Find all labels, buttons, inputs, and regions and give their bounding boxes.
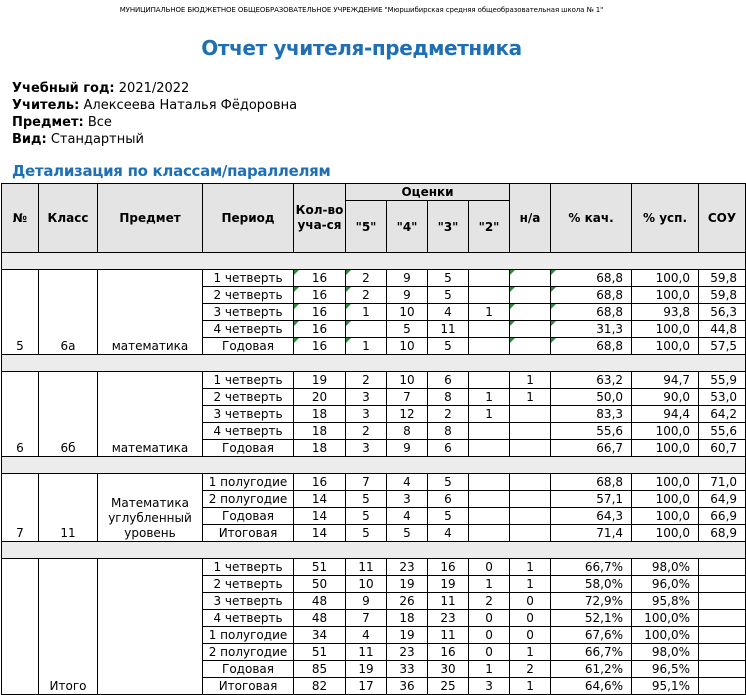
cell-success: 95,8% bbox=[632, 593, 699, 610]
cell-g5: 7 bbox=[346, 610, 387, 627]
cell-g3: 11 bbox=[428, 593, 469, 610]
cell-g3: 6 bbox=[428, 491, 469, 508]
cell-success: 100,0 bbox=[632, 525, 699, 542]
cell-g4: 26 bbox=[387, 593, 428, 610]
row-period: 2 четверть bbox=[203, 576, 294, 593]
row-period: 3 четверть bbox=[203, 304, 294, 321]
cell-count: 18 bbox=[294, 440, 346, 457]
cell-g3: 5 bbox=[428, 287, 469, 304]
meta-view-label: Вид: bbox=[12, 132, 47, 147]
col-quality: % кач. bbox=[551, 184, 632, 253]
cell-na bbox=[510, 338, 551, 355]
cell-g3: 19 bbox=[428, 576, 469, 593]
cell-success: 100,0 bbox=[632, 440, 699, 457]
cell-success: 100,0 bbox=[632, 491, 699, 508]
cell-g2: 0 bbox=[469, 644, 510, 661]
col-sou: СОУ bbox=[699, 184, 746, 253]
col-period: Период bbox=[203, 184, 294, 253]
cell-count: 48 bbox=[294, 610, 346, 627]
separator-cell bbox=[2, 355, 746, 372]
cell-na bbox=[510, 491, 551, 508]
cell-g2 bbox=[469, 525, 510, 542]
cell-g5: 17 bbox=[346, 678, 387, 695]
cell-sou: 66,9 bbox=[699, 508, 746, 525]
cell-sou: 55,6 bbox=[699, 423, 746, 440]
row-period: 4 четверть bbox=[203, 321, 294, 338]
cell-g5: 9 bbox=[346, 593, 387, 610]
meta-view-value: Стандартный bbox=[50, 132, 144, 147]
cell-g3: 6 bbox=[428, 440, 469, 457]
meta-subject bbox=[12, 114, 297, 131]
col-count: Кол-во уча-ся bbox=[294, 184, 346, 253]
cell-g3: 11 bbox=[428, 321, 469, 338]
separator-row bbox=[2, 355, 746, 372]
cell-count: 85 bbox=[294, 661, 346, 678]
cell-na bbox=[510, 423, 551, 440]
cell-quality: 68,8 bbox=[551, 304, 632, 321]
cell-g4: 5 bbox=[387, 321, 428, 338]
cell-count: 51 bbox=[294, 559, 346, 576]
cell-g4: 19 bbox=[387, 627, 428, 644]
cell-sou: 68,9 bbox=[699, 525, 746, 542]
cell-count: 18 bbox=[294, 406, 346, 423]
table-row bbox=[2, 559, 746, 576]
row-subject: Математика углубленный уровень bbox=[98, 474, 203, 542]
cell-g5: 2 bbox=[346, 287, 387, 304]
cell-na bbox=[510, 321, 551, 338]
row-subject: математика bbox=[98, 372, 203, 457]
cell-sou: 60,7 bbox=[699, 440, 746, 457]
cell-g4: 36 bbox=[387, 678, 428, 695]
cell-g4: 10 bbox=[387, 338, 428, 355]
page-title: Отчет учителя-предметника bbox=[201, 36, 522, 60]
cell-g5: 11 bbox=[346, 559, 387, 576]
cell-sou bbox=[699, 678, 746, 695]
cell-g2: 3 bbox=[469, 678, 510, 695]
row-class: 11 bbox=[39, 474, 98, 542]
col-grade-4: "4" bbox=[387, 201, 428, 253]
cell-na: 1 bbox=[510, 576, 551, 593]
cell-quality: 68,8 bbox=[551, 338, 632, 355]
cell-g3: 5 bbox=[428, 508, 469, 525]
cell-g5: 4 bbox=[346, 627, 387, 644]
row-period: Годовая bbox=[203, 338, 294, 355]
row-subject: математика bbox=[98, 270, 203, 355]
cell-count: 51 bbox=[294, 644, 346, 661]
cell-g2: 1 bbox=[469, 389, 510, 406]
cell-g2: 1 bbox=[469, 661, 510, 678]
cell-g4: 10 bbox=[387, 372, 428, 389]
cell-g5: 10 bbox=[346, 576, 387, 593]
cell-success: 90,0 bbox=[632, 389, 699, 406]
cell-g4: 4 bbox=[387, 474, 428, 491]
cell-na bbox=[510, 406, 551, 423]
cell-sou bbox=[699, 610, 746, 627]
cell-g4: 8 bbox=[387, 423, 428, 440]
cell-count: 14 bbox=[294, 491, 346, 508]
cell-sou: 64,2 bbox=[699, 406, 746, 423]
cell-quality: 52,1% bbox=[551, 610, 632, 627]
cell-g2 bbox=[469, 508, 510, 525]
cell-g2 bbox=[469, 440, 510, 457]
row-number: 7 bbox=[2, 474, 39, 542]
cell-g4: 9 bbox=[387, 440, 428, 457]
cell-g3: 4 bbox=[428, 304, 469, 321]
cell-g4: 19 bbox=[387, 576, 428, 593]
cell-success: 100,0 bbox=[632, 338, 699, 355]
col-success: % усп. bbox=[632, 184, 699, 253]
cell-g2 bbox=[469, 321, 510, 338]
row-class: 6б bbox=[39, 372, 98, 457]
cell-g4: 9 bbox=[387, 287, 428, 304]
cell-sou: 55,9 bbox=[699, 372, 746, 389]
cell-g3: 16 bbox=[428, 644, 469, 661]
cell-g2: 1 bbox=[469, 576, 510, 593]
meta-view bbox=[12, 131, 297, 148]
cell-quality: 68,8 bbox=[551, 287, 632, 304]
cell-g2 bbox=[469, 372, 510, 389]
cell-quality: 61,2% bbox=[551, 661, 632, 678]
cell-sou bbox=[699, 559, 746, 576]
cell-quality: 55,6 bbox=[551, 423, 632, 440]
cell-g5: 1 bbox=[346, 304, 387, 321]
cell-quality: 72,9% bbox=[551, 593, 632, 610]
cell-sou bbox=[699, 661, 746, 678]
separator-cell bbox=[2, 253, 746, 270]
meta-subject-label: Предмет: bbox=[12, 115, 84, 130]
cell-quality: 64,3 bbox=[551, 508, 632, 525]
meta-year bbox=[12, 80, 297, 97]
row-period: 2 полугодие bbox=[203, 644, 294, 661]
cell-quality: 57,1 bbox=[551, 491, 632, 508]
cell-sou: 57,5 bbox=[699, 338, 746, 355]
cell-count: 82 bbox=[294, 678, 346, 695]
cell-success: 100,0% bbox=[632, 610, 699, 627]
row-number bbox=[2, 559, 39, 695]
cell-success: 100,0 bbox=[632, 423, 699, 440]
row-period: 1 четверть bbox=[203, 270, 294, 287]
cell-quality: 68,8 bbox=[551, 474, 632, 491]
cell-count: 16 bbox=[294, 321, 346, 338]
cell-quality: 83,3 bbox=[551, 406, 632, 423]
cell-count: 16 bbox=[294, 338, 346, 355]
cell-count: 16 bbox=[294, 474, 346, 491]
col-na: н/а bbox=[510, 184, 551, 253]
cell-g5: 3 bbox=[346, 440, 387, 457]
row-period: 4 четверть bbox=[203, 423, 294, 440]
col-subject: Предмет bbox=[98, 184, 203, 253]
cell-count: 16 bbox=[294, 287, 346, 304]
cell-g5: 11 bbox=[346, 644, 387, 661]
cell-count: 16 bbox=[294, 270, 346, 287]
col-grade-2: "2" bbox=[469, 201, 510, 253]
cell-sou: 59,8 bbox=[699, 270, 746, 287]
cell-g4: 23 bbox=[387, 644, 428, 661]
row-number: 6 bbox=[2, 372, 39, 457]
cell-quality: 58,0% bbox=[551, 576, 632, 593]
table-row bbox=[2, 372, 746, 389]
cell-na: 0 bbox=[510, 627, 551, 644]
cell-quality: 66,7% bbox=[551, 559, 632, 576]
cell-count: 14 bbox=[294, 508, 346, 525]
cell-g5: 7 bbox=[346, 474, 387, 491]
col-class: Класс bbox=[39, 184, 98, 253]
cell-g2: 0 bbox=[469, 559, 510, 576]
cell-g3: 6 bbox=[428, 372, 469, 389]
cell-success: 98,0% bbox=[632, 644, 699, 661]
cell-success: 95,1% bbox=[632, 678, 699, 695]
cell-na: 0 bbox=[510, 593, 551, 610]
section-title: Детализация по классам/параллелям bbox=[12, 162, 331, 180]
row-subject bbox=[98, 559, 203, 695]
meta-teacher-label: Учитель: bbox=[12, 98, 80, 113]
cell-g3: 25 bbox=[428, 678, 469, 695]
cell-g4: 18 bbox=[387, 610, 428, 627]
row-period: 1 полугодие bbox=[203, 474, 294, 491]
separator-row bbox=[2, 457, 746, 474]
cell-quality: 64,6% bbox=[551, 678, 632, 695]
cell-count: 20 bbox=[294, 389, 346, 406]
row-period: Годовая bbox=[203, 661, 294, 678]
cell-g2 bbox=[469, 270, 510, 287]
cell-quality: 71,4 bbox=[551, 525, 632, 542]
row-period: 3 четверть bbox=[203, 406, 294, 423]
row-period: Годовая bbox=[203, 508, 294, 525]
cell-g5: 3 bbox=[346, 406, 387, 423]
cell-g3: 8 bbox=[428, 423, 469, 440]
meta-teacher bbox=[12, 97, 297, 114]
separator-cell bbox=[2, 457, 746, 474]
col-grade-5: "5" bbox=[346, 201, 387, 253]
row-period: 2 полугодие bbox=[203, 491, 294, 508]
cell-na: 1 bbox=[510, 559, 551, 576]
cell-na bbox=[510, 304, 551, 321]
meta-year-label: Учебный год: bbox=[12, 81, 115, 96]
cell-g2: 0 bbox=[469, 610, 510, 627]
cell-na bbox=[510, 474, 551, 491]
row-period: 1 четверть bbox=[203, 372, 294, 389]
cell-g3: 5 bbox=[428, 270, 469, 287]
cell-g5: 5 bbox=[346, 525, 387, 542]
cell-success: 100,0 bbox=[632, 474, 699, 491]
cell-quality: 67,6% bbox=[551, 627, 632, 644]
row-period: Итоговая bbox=[203, 525, 294, 542]
cell-quality: 63,2 bbox=[551, 372, 632, 389]
cell-success: 100,0 bbox=[632, 270, 699, 287]
cell-g5 bbox=[346, 321, 387, 338]
cell-g4: 10 bbox=[387, 304, 428, 321]
cell-g3: 4 bbox=[428, 525, 469, 542]
cell-g3: 11 bbox=[428, 627, 469, 644]
row-period: Годовая bbox=[203, 440, 294, 457]
cell-sou: 71,0 bbox=[699, 474, 746, 491]
row-period: 2 четверть bbox=[203, 389, 294, 406]
cell-count: 18 bbox=[294, 423, 346, 440]
cell-success: 94,4 bbox=[632, 406, 699, 423]
cell-count: 14 bbox=[294, 525, 346, 542]
cell-sou: 56,3 bbox=[699, 304, 746, 321]
cell-quality: 66,7 bbox=[551, 440, 632, 457]
cell-g5: 2 bbox=[346, 423, 387, 440]
row-class: 6а bbox=[39, 270, 98, 355]
cell-g4: 23 bbox=[387, 559, 428, 576]
cell-success: 93,8 bbox=[632, 304, 699, 321]
separator-row bbox=[2, 542, 746, 559]
cell-na: 0 bbox=[510, 610, 551, 627]
meta-teacher-value: Алексеева Наталья Фёдоровна bbox=[83, 98, 298, 113]
separator-cell bbox=[2, 542, 746, 559]
cell-sou: 44,8 bbox=[699, 321, 746, 338]
cell-quality: 50,0 bbox=[551, 389, 632, 406]
cell-g2 bbox=[469, 423, 510, 440]
row-period: 1 полугодие bbox=[203, 627, 294, 644]
cell-na: 1 bbox=[510, 678, 551, 695]
cell-g2: 2 bbox=[469, 593, 510, 610]
cell-g3: 23 bbox=[428, 610, 469, 627]
cell-quality: 31,3 bbox=[551, 321, 632, 338]
row-number: 5 bbox=[2, 270, 39, 355]
cell-success: 96,0% bbox=[632, 576, 699, 593]
col-grades: Оценки bbox=[346, 184, 510, 201]
cell-success: 100,0 bbox=[632, 287, 699, 304]
cell-g3: 8 bbox=[428, 389, 469, 406]
cell-sou: 59,8 bbox=[699, 287, 746, 304]
row-class: Итого bbox=[39, 559, 98, 695]
cell-success: 100,0 bbox=[632, 508, 699, 525]
cell-na bbox=[510, 508, 551, 525]
cell-na: 1 bbox=[510, 372, 551, 389]
cell-success: 96,5% bbox=[632, 661, 699, 678]
row-period: 3 четверть bbox=[203, 593, 294, 610]
cell-g5: 2 bbox=[346, 270, 387, 287]
cell-g4: 33 bbox=[387, 661, 428, 678]
meta-subject-value: Все bbox=[87, 115, 112, 130]
cell-g3: 5 bbox=[428, 474, 469, 491]
cell-g4: 7 bbox=[387, 389, 428, 406]
table-row bbox=[2, 270, 746, 287]
cell-sou: 53,0 bbox=[699, 389, 746, 406]
cell-sou bbox=[699, 593, 746, 610]
report-meta bbox=[12, 80, 297, 148]
cell-na: 2 bbox=[510, 661, 551, 678]
organization-name: МУНИЦИПАЛЬНОЕ БЮДЖЕТНОЕ ОБЩЕОБРАЗОВАТЕЛЬНОЕ УЧРЕЖДЕНИЕ "Мюршибирская средняя общеобразовательная школа № 1" bbox=[119, 6, 604, 14]
cell-g5: 3 bbox=[346, 389, 387, 406]
row-period: 4 четверть bbox=[203, 610, 294, 627]
cell-g3: 16 bbox=[428, 559, 469, 576]
separator-row bbox=[2, 253, 746, 270]
cell-g4: 5 bbox=[387, 525, 428, 542]
cell-success: 100,0 bbox=[632, 321, 699, 338]
col-no: № bbox=[2, 184, 39, 253]
cell-quality: 68,8 bbox=[551, 270, 632, 287]
cell-quality: 66,7% bbox=[551, 644, 632, 661]
cell-g2 bbox=[469, 338, 510, 355]
cell-count: 48 bbox=[294, 593, 346, 610]
cell-g3: 5 bbox=[428, 338, 469, 355]
row-period: Итоговая bbox=[203, 678, 294, 695]
cell-g2: 1 bbox=[469, 406, 510, 423]
cell-na bbox=[510, 287, 551, 304]
cell-g2: 1 bbox=[469, 304, 510, 321]
cell-g4: 12 bbox=[387, 406, 428, 423]
cell-sou bbox=[699, 627, 746, 644]
cell-g2 bbox=[469, 287, 510, 304]
table-row bbox=[2, 474, 746, 491]
cell-g4: 4 bbox=[387, 508, 428, 525]
cell-g2 bbox=[469, 491, 510, 508]
cell-g4: 9 bbox=[387, 270, 428, 287]
cell-g5: 19 bbox=[346, 661, 387, 678]
report-table bbox=[1, 183, 746, 695]
col-grade-3: "3" bbox=[428, 201, 469, 253]
cell-success: 94,7 bbox=[632, 372, 699, 389]
meta-year-value: 2021/2022 bbox=[118, 81, 190, 96]
cell-count: 34 bbox=[294, 627, 346, 644]
cell-success: 98,0% bbox=[632, 559, 699, 576]
cell-na bbox=[510, 525, 551, 542]
cell-count: 50 bbox=[294, 576, 346, 593]
cell-g5: 2 bbox=[346, 372, 387, 389]
cell-na bbox=[510, 440, 551, 457]
cell-g2 bbox=[469, 474, 510, 491]
cell-success: 100,0% bbox=[632, 627, 699, 644]
cell-count: 16 bbox=[294, 304, 346, 321]
cell-g2: 0 bbox=[469, 627, 510, 644]
cell-sou bbox=[699, 644, 746, 661]
cell-sou: 64,9 bbox=[699, 491, 746, 508]
cell-g5: 1 bbox=[346, 338, 387, 355]
cell-na: 1 bbox=[510, 644, 551, 661]
cell-g5: 5 bbox=[346, 508, 387, 525]
cell-sou bbox=[699, 576, 746, 593]
cell-g3: 2 bbox=[428, 406, 469, 423]
row-period: 2 четверть bbox=[203, 287, 294, 304]
cell-na: 1 bbox=[510, 389, 551, 406]
table-body bbox=[2, 253, 746, 695]
row-period: 1 четверть bbox=[203, 559, 294, 576]
cell-g5: 5 bbox=[346, 491, 387, 508]
cell-g3: 30 bbox=[428, 661, 469, 678]
cell-count: 19 bbox=[294, 372, 346, 389]
cell-g4: 3 bbox=[387, 491, 428, 508]
cell-na bbox=[510, 270, 551, 287]
